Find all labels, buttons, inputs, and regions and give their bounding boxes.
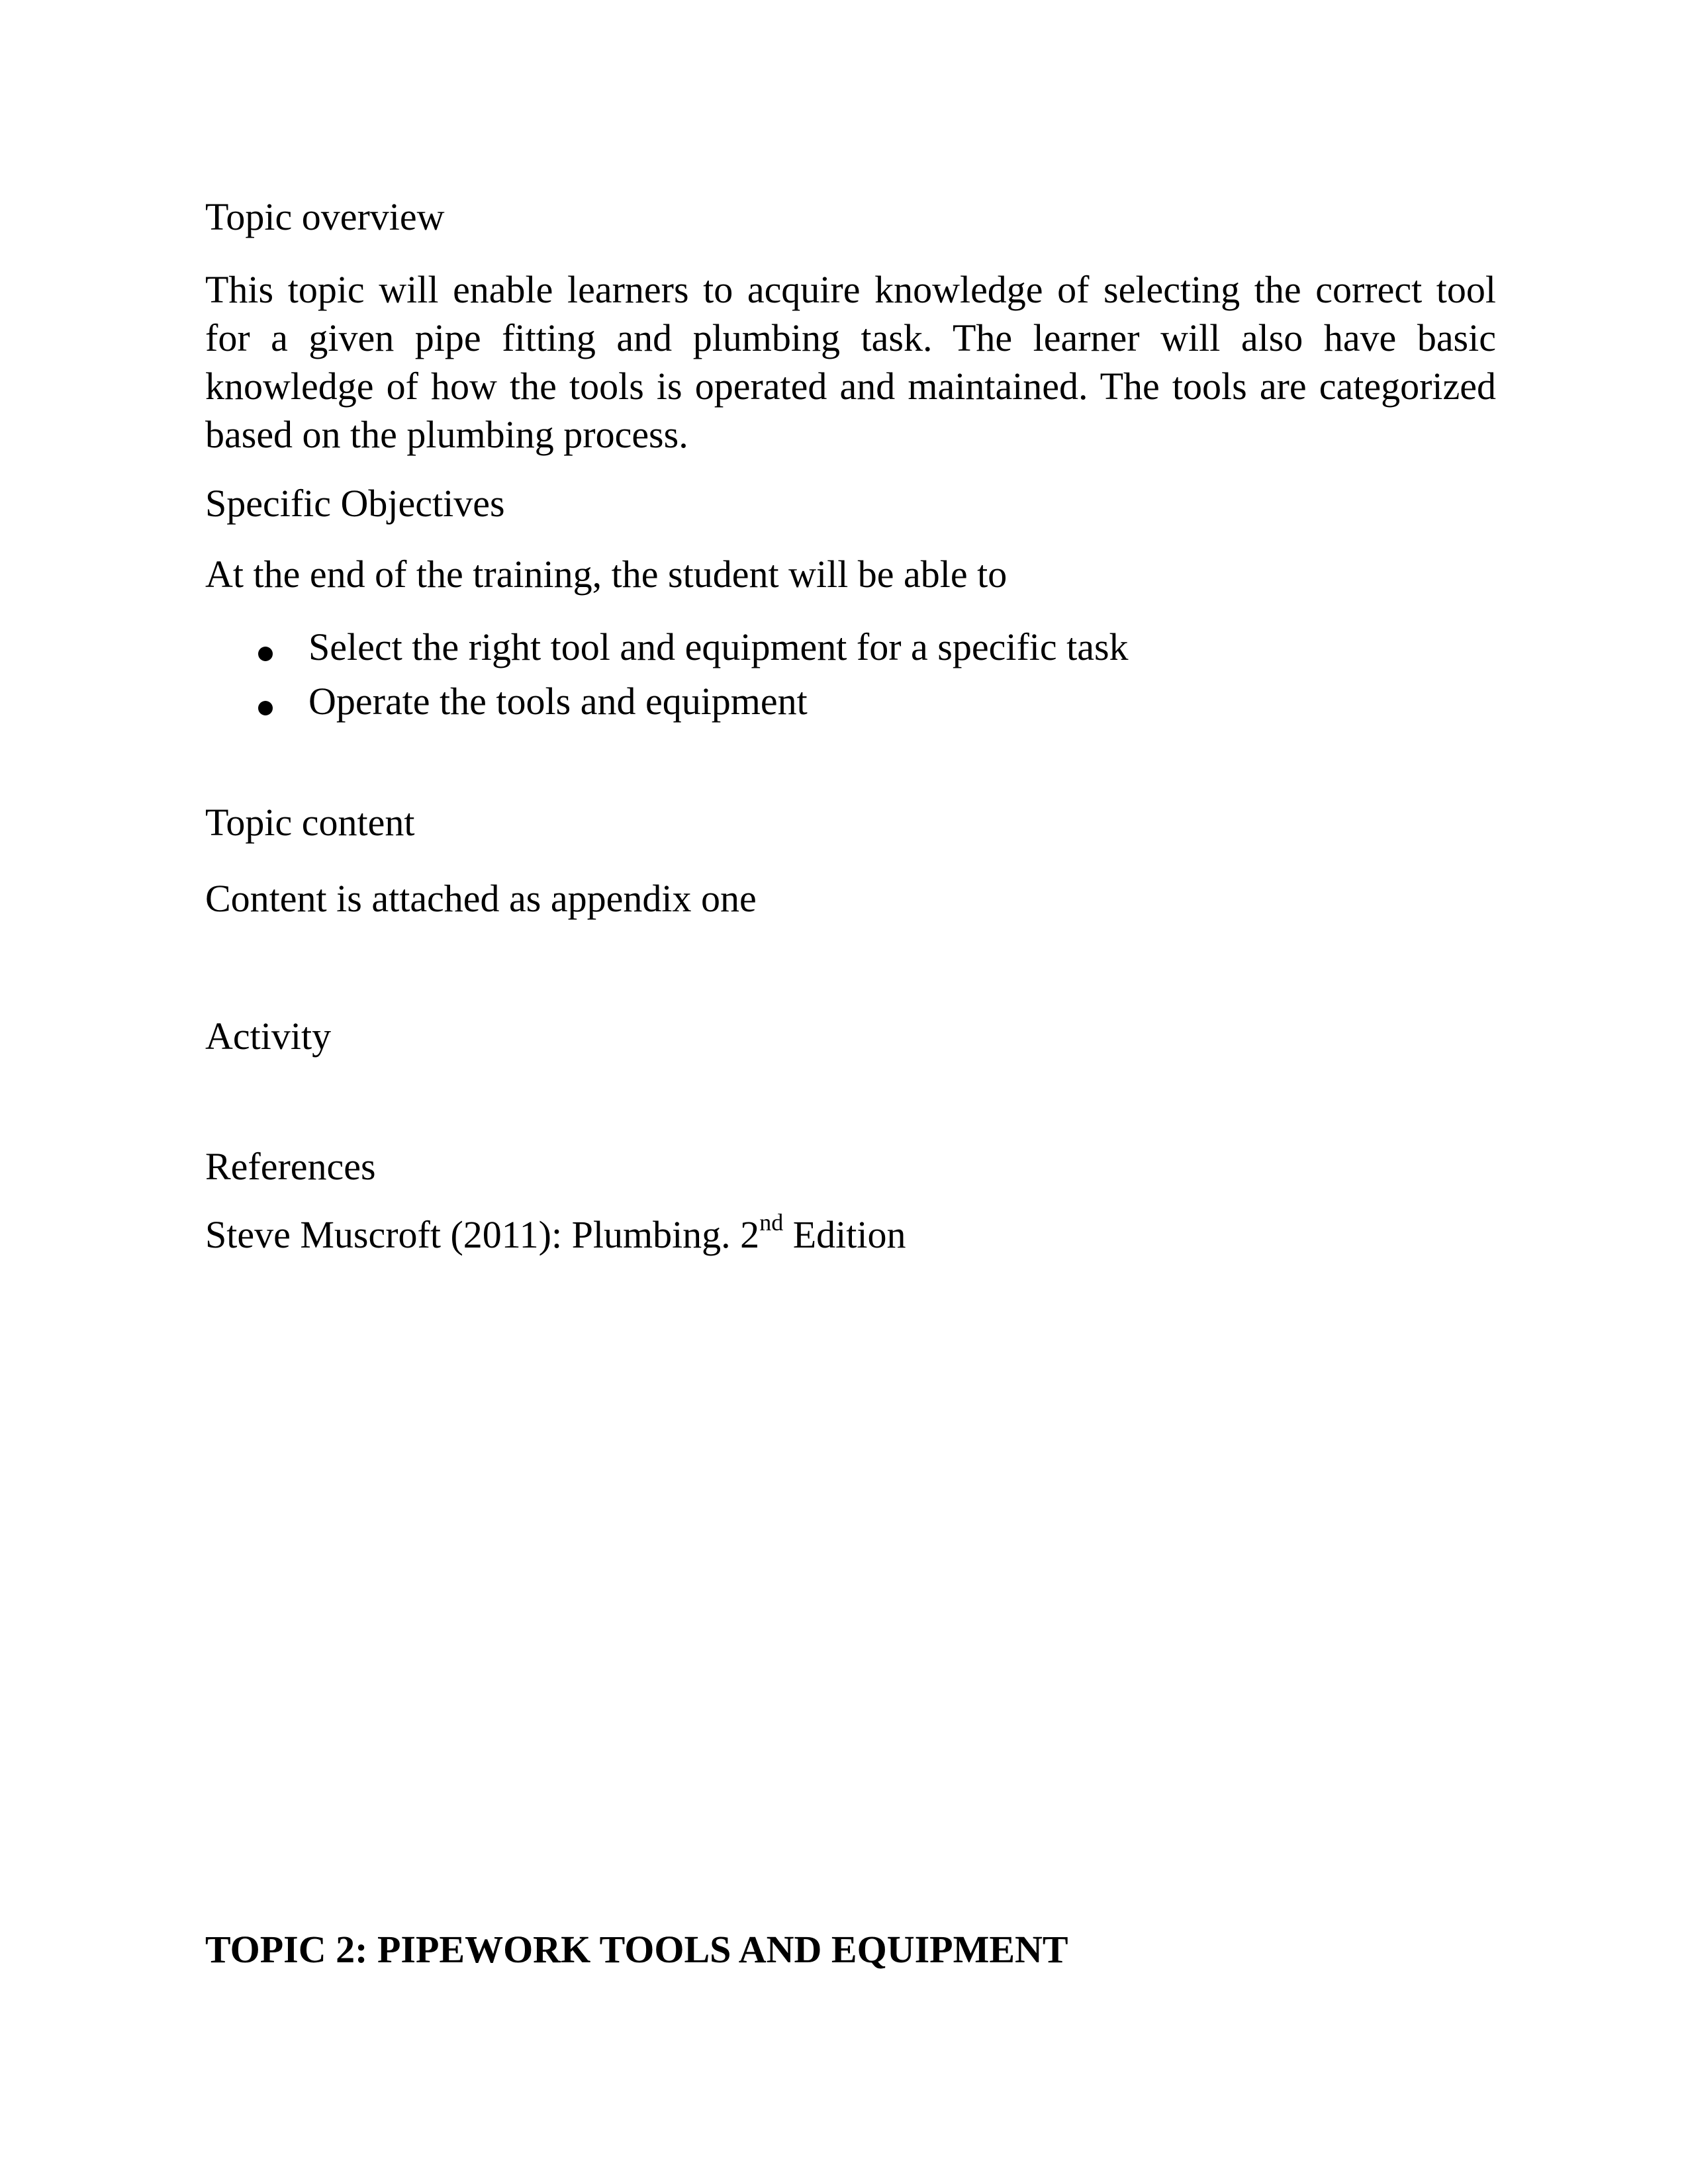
objectives-intro: At the end of the training, the student will be able to — [205, 553, 1008, 596]
reference-text: Steve Muscroft (2011): Plumbing. 2 — [205, 1213, 760, 1256]
references-heading: References — [205, 1145, 376, 1188]
topic-overview-paragraph — [205, 265, 1496, 459]
reference-entry — [205, 1210, 1496, 1259]
reference-text: Edition — [783, 1213, 906, 1256]
paragraph-line: This topic will enable learners to acquire knowledge of selecting the correct tool — [205, 268, 1496, 311]
reference-ordinal-superscript: nd — [759, 1209, 784, 1236]
objective-list-item — [258, 623, 1496, 671]
paragraph-line: for a given pipe fitting and plumbing task. The learner will also have basic — [205, 316, 1496, 359]
bullet-icon — [258, 647, 273, 661]
topic-overview-heading: Topic overview — [205, 195, 445, 238]
topic2-heading: TOPIC 2: PIPEWORK TOOLS AND EQUIPMENT — [205, 1928, 1068, 1971]
objective-list-item — [258, 677, 1496, 725]
paragraph-line: knowledge of how the tools is operated and maintained. The tools are categorized — [205, 365, 1496, 408]
paragraph-line: based on the plumbing process. — [205, 413, 688, 456]
specific-objectives-heading: Specific Objectives — [205, 482, 505, 525]
activity-heading: Activity — [205, 1015, 332, 1058]
bullet-icon — [258, 701, 273, 715]
topic-content-heading: Topic content — [205, 801, 415, 844]
topic-content-body: Content is attached as appendix one — [205, 877, 757, 920]
objective-text: Operate the tools and equipment — [308, 680, 808, 723]
objective-text: Select the right tool and equipment for a specific task — [308, 625, 1129, 668]
